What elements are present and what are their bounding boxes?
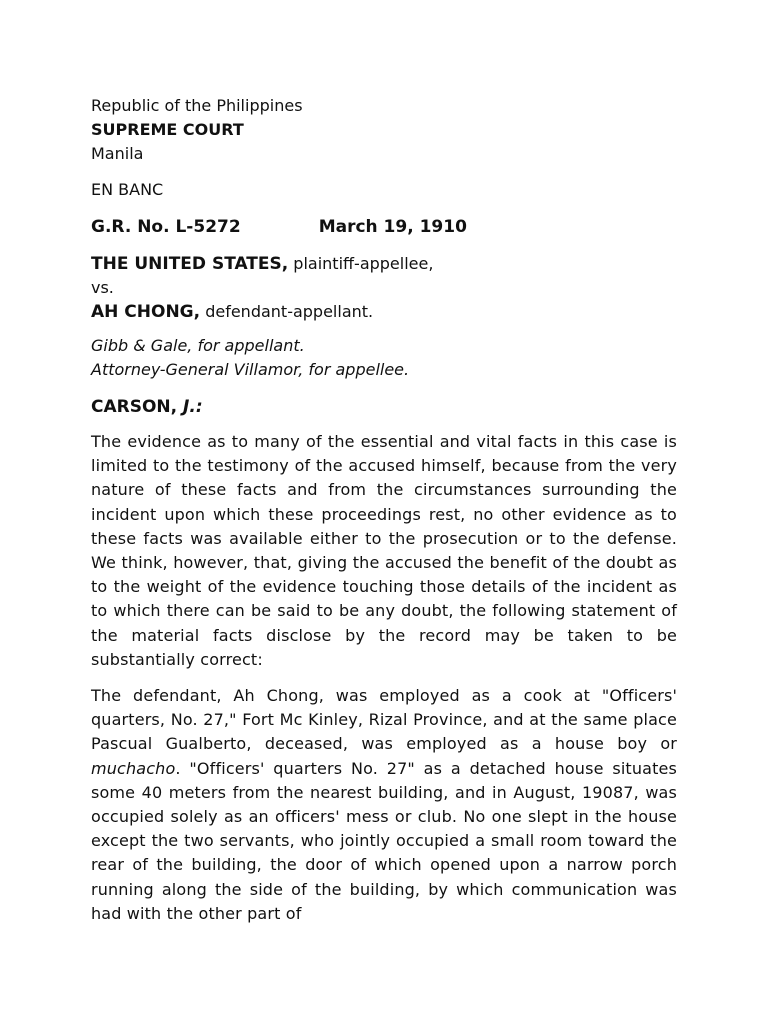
plaintiff-line [91, 252, 677, 276]
versus-line: vs. [91, 278, 114, 297]
paragraph-2-text-b: . "Officers' quarters No. 27" as a detached house situates some 40 meters from the nearest building, and in August, 19087, was occupied solely as an officers' mess or club. No one slept in the house except the two servants, who jointly occupied a small room toward the rear of the building, the door of which opened upon a narrow porch running along the side of the building, by which communication was had with the other part of [91, 758, 677, 923]
ponente-line [91, 394, 677, 420]
paragraph-2-italic-term: muchacho [91, 758, 176, 778]
appellant-counsel: Gibb & Gale, for appellant. [91, 336, 305, 355]
court-name: SUPREME COURT [91, 120, 244, 139]
defendant-name: AH CHONG, [91, 302, 201, 322]
case-number-row [91, 214, 677, 240]
division-label: EN BANC [91, 180, 164, 199]
defendant-role: defendant-appellant. [200, 302, 374, 321]
paragraph-2-text-a: The defendant, Ah Chong, was employed as a cook at "Officers' quarters, No. 27," Fort Mc Kinley, Rizal Province, and at the same place Pascual Gualberto, deceased, was employed as a house boy or [91, 686, 677, 754]
decision-date: March 19, 1910 [318, 217, 467, 237]
ponente-title: J.: [183, 397, 203, 417]
case-parties [91, 252, 677, 324]
counsel-block [91, 334, 677, 382]
court-city: Manila [91, 144, 144, 163]
opinion-paragraph-2 [91, 684, 677, 926]
plaintiff-name: THE UNITED STATES, [91, 254, 289, 274]
plaintiff-role: plaintiff-appellee, [288, 254, 434, 273]
opinion-paragraph-1: The evidence as to many of the essential and vital facts in this case is limited to the testimony of the accused himself, because from the very nature of these facts and from the circumstances surrounding the incident upon which these proceedings rest, no other evidence as to these facts was available either to the prosecution or to the defense. We think, however, that, giving the accused the benefit of the doubt as to the weight of the evidence touching those details of the incident as to which there can be said to be any doubt, the following statement of the material facts disclose by the record may be taken to be substantially correct: [91, 432, 677, 669]
republic-line: Republic of the Philippines [91, 96, 303, 115]
appellee-counsel: Attorney-General Villamor, for appellee. [91, 360, 410, 379]
gr-number: G.R. No. L-5272 [91, 217, 241, 237]
court-header [91, 94, 677, 166]
ponente-name: CARSON, [91, 397, 184, 417]
defendant-line [91, 300, 677, 324]
